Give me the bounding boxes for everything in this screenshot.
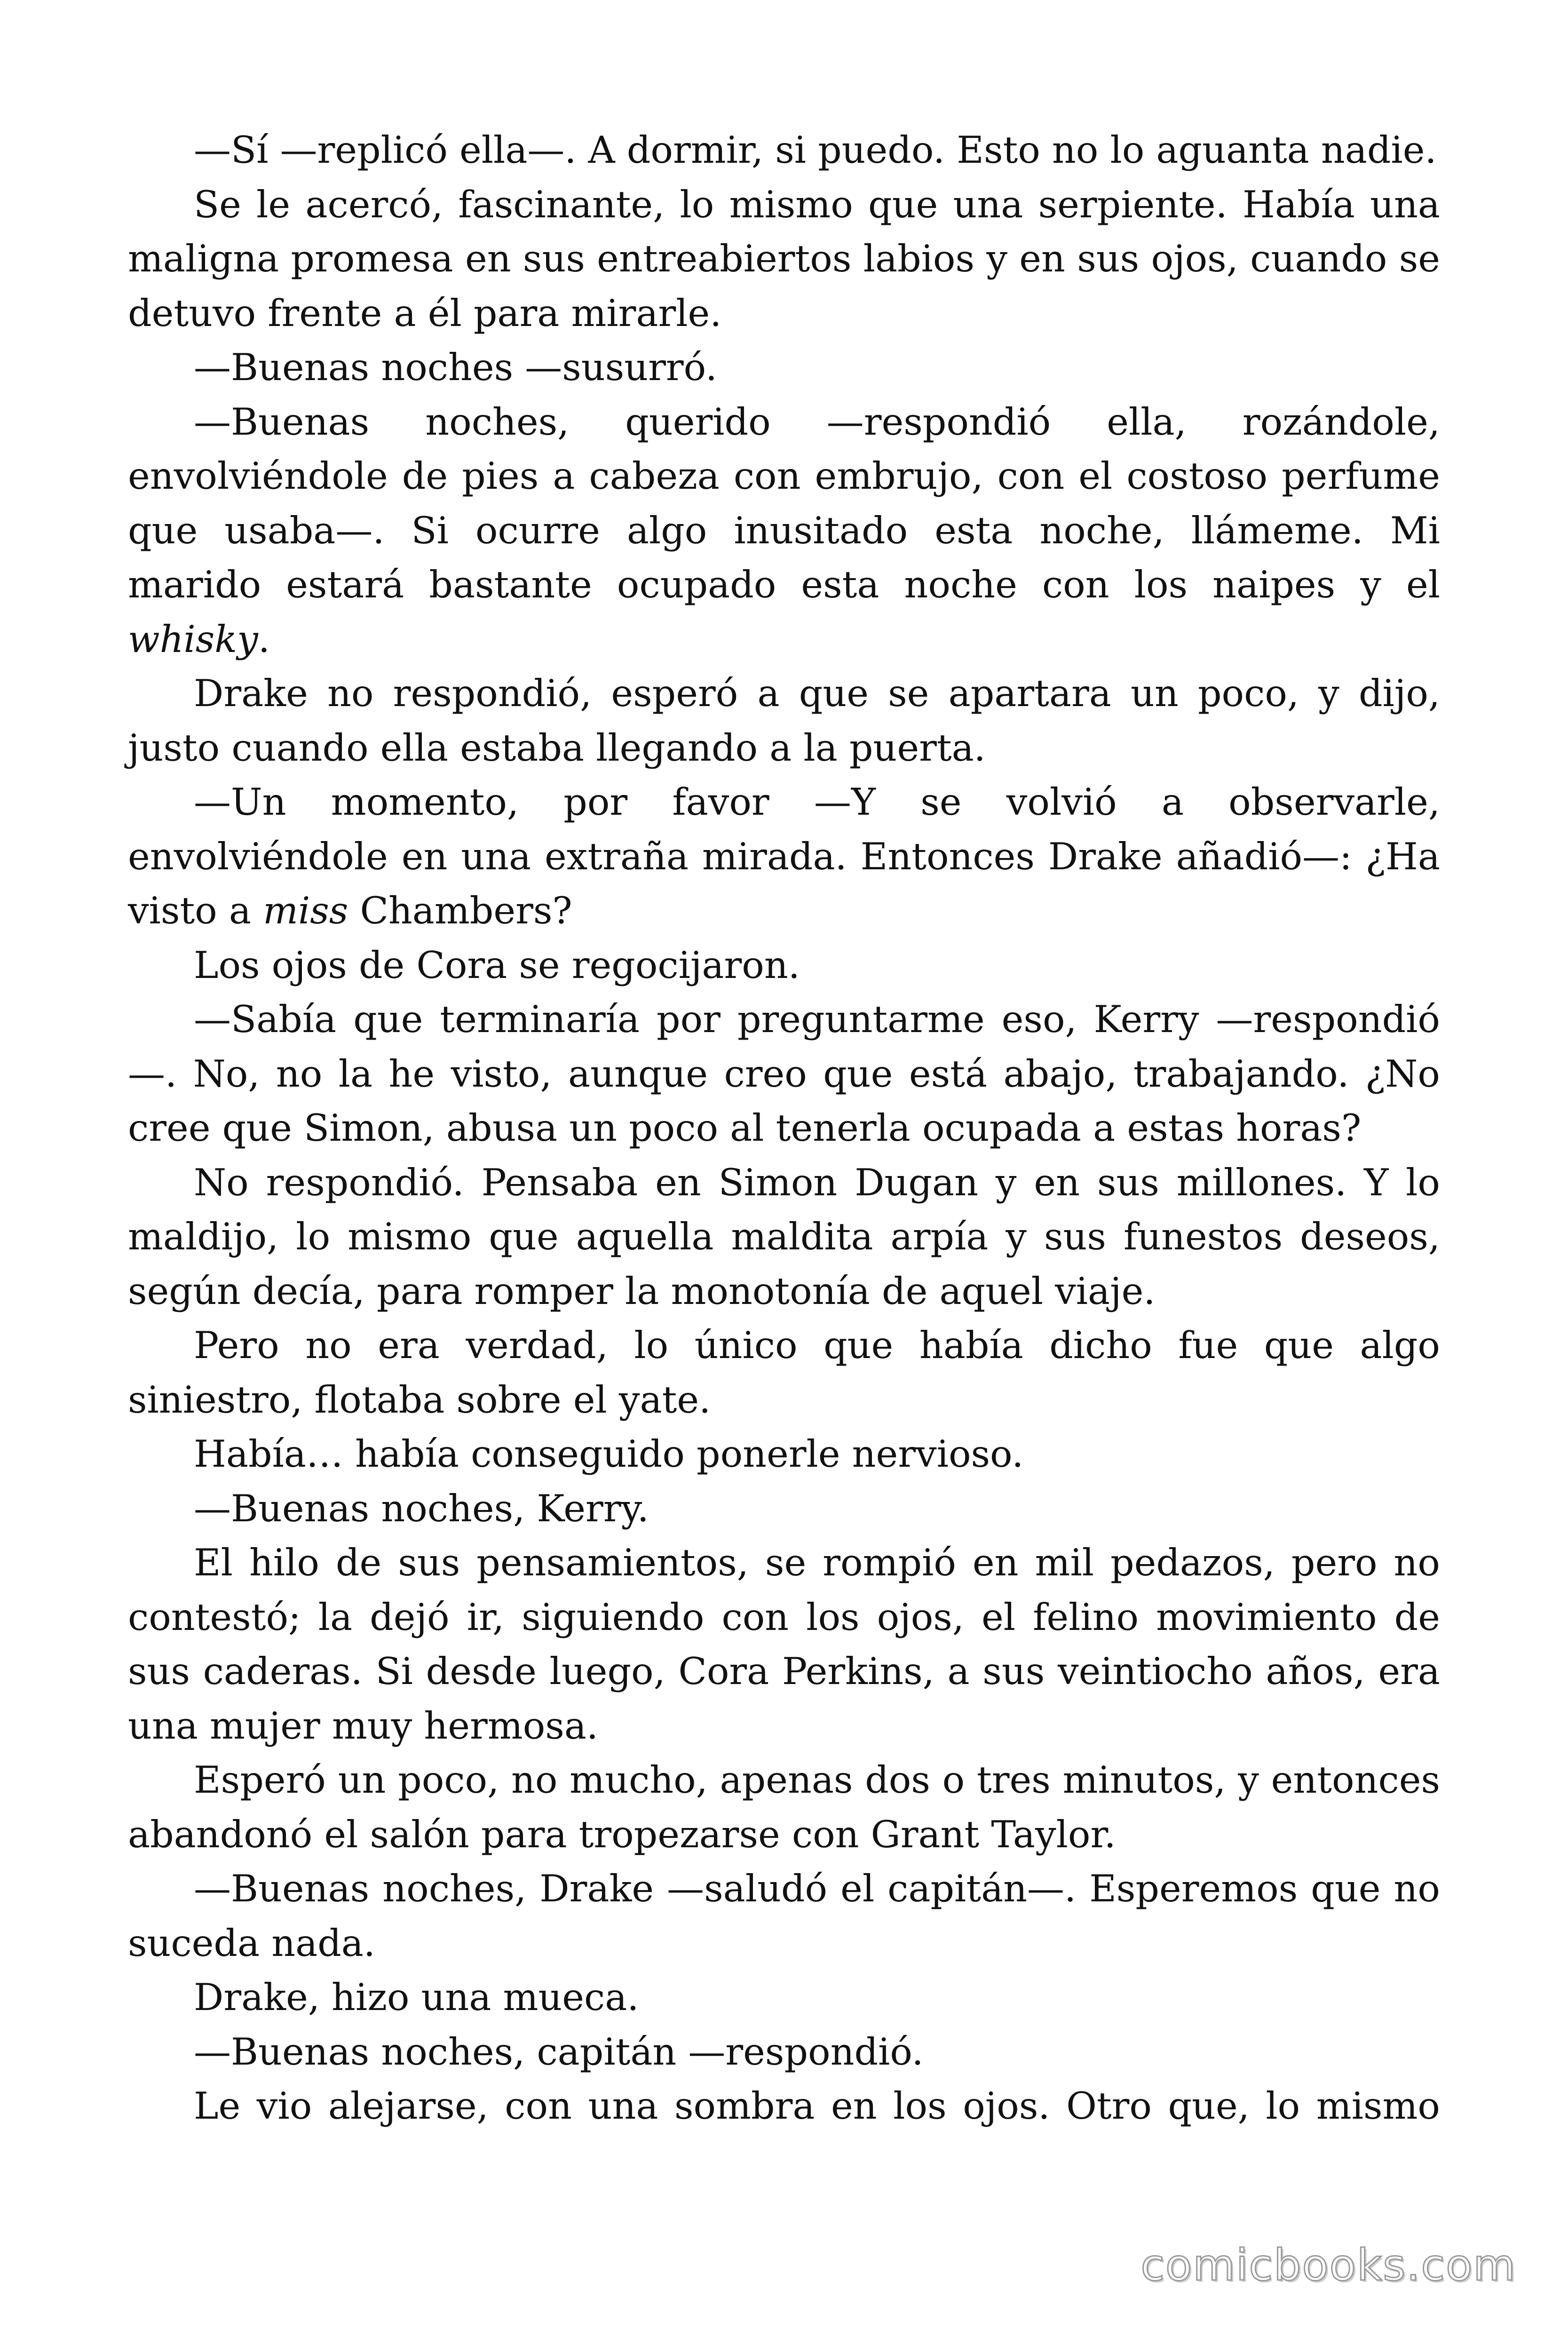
paragraph [128, 395, 1440, 667]
text-run: . [258, 617, 270, 661]
paragraph [128, 341, 1440, 395]
italic-text: miss [263, 889, 348, 932]
paragraph [128, 993, 1440, 1156]
text-run: —Buenas noches, Kerry. [194, 1486, 649, 1530]
text-run: —Sabía que terminaría por preguntarme eso, Kerry —respondió —. No, no la he visto, aunque creo que está abajo, trabajando. ¿No cree que Simon, abusa un poco al tenerla ocupada a estas horas? [128, 998, 1440, 1150]
paragraph [128, 123, 1440, 178]
watermark: comicbooks.com [1140, 2240, 1516, 2290]
text-run: Drake, hizo una mueca. [194, 1976, 639, 2019]
paragraph [128, 1862, 1440, 1971]
text-run: —Buenas noches, querido —respondió ella, rozándole, envolviéndole de pies a cabeza con embrujo, con el costoso perfume que usaba—. Si ocurre algo inusitado esta noche, llámeme. Mi marido estará bastante ocupado esta noche con los naipes y el [128, 400, 1440, 606]
text-run: —Un momento, por favor —Y se volvió a observarle, envolviéndole en una extraña mirada. Entonces Drake añadió—: ¿Ha visto a [128, 780, 1440, 932]
body-text [128, 123, 1440, 2134]
paragraph [128, 1427, 1440, 1482]
paragraph [128, 2025, 1440, 2080]
paragraph [128, 938, 1440, 993]
paragraph [128, 1971, 1440, 2025]
text-run: —Buenas noches, Drake —saludó el capitán—. Esperemos que no suceda nada. [128, 1867, 1440, 1965]
text-run: No respondió. Pensaba en Simon Dugan y en sus millones. Y lo maldijo, lo mismo que aquella maldita arpía y sus funestos deseos, según decía, para romper la monotonía de aquel viaje. [128, 1160, 1440, 1313]
italic-text: whisky [128, 617, 258, 661]
text-run: Había… había conseguido ponerle nervioso. [194, 1432, 1024, 1476]
paragraph [128, 1482, 1440, 1536]
paragraph [128, 1156, 1440, 1319]
text-run: Esperó un poco, no mucho, apenas dos o tres minutos, y entonces abandonó el salón para tropezarse con Grant Taylor. [128, 1758, 1440, 1856]
paragraph [128, 1536, 1440, 1753]
text-run: Le vio alejarse, con una sombra en los ojos. Otro que, lo mismo [194, 2084, 1440, 2128]
text-run: Se le acercó, fascinante, lo mismo que una serpiente. Había una maligna promesa en sus entreabiertos labios y en sus ojos, cuando se detuvo frente a él para mirarle. [128, 183, 1440, 335]
text-run: —Sí —replicó ella—. A dormir, si puedo. Esto no lo aguanta nadie. [194, 128, 1437, 172]
paragraph [128, 2079, 1440, 2134]
text-run: El hilo de sus pensamientos, se rompió en mil pedazos, pero no contestó; la dejó ir, siguiendo con los ojos, el felino movimiento de sus caderas. Si desde luego, Cora Perkins, a sus veintiocho años, era una mujer muy hermosa. [128, 1541, 1440, 1748]
text-run: Chambers? [348, 889, 572, 932]
paragraph [128, 1319, 1440, 1427]
paragraph [128, 1753, 1440, 1862]
text-run: —Buenas noches, capitán —respondió. [194, 2030, 924, 2074]
text-run: Drake no respondió, esperó a que se apartara un poco, y dijo, justo cuando ella estaba llegando a la puerta. [128, 672, 1440, 770]
paragraph [128, 775, 1440, 938]
paragraph [128, 178, 1440, 341]
text-run: —Buenas noches —susurró. [194, 346, 717, 389]
paragraph [128, 667, 1440, 775]
text-run: Pero no era verdad, lo único que había dicho fue que algo siniestro, flotaba sobre el yate. [128, 1324, 1440, 1422]
text-run: Los ojos de Cora se regocijaron. [194, 943, 800, 987]
